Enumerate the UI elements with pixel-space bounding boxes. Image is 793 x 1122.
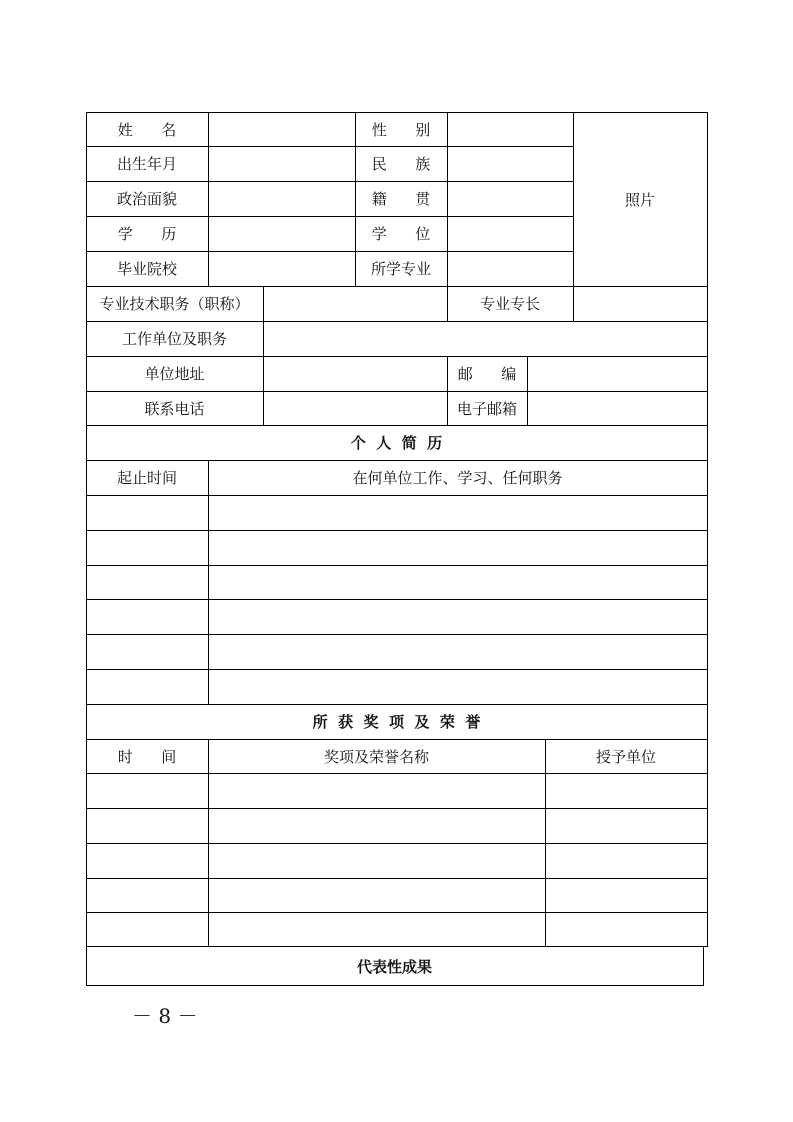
awards-section-title: 所 获 奖 项 及 荣 誉 — [312, 713, 481, 731]
school-label: 毕业院校 — [116, 260, 177, 278]
title-field[interactable] — [263, 286, 447, 321]
postcode-label: 邮 编 — [457, 365, 517, 383]
work-field[interactable] — [263, 321, 707, 356]
award-name-cell[interactable] — [208, 843, 545, 878]
native-field[interactable] — [447, 181, 573, 216]
resume-desc-cell[interactable] — [208, 634, 707, 669]
work-label: 工作单位及职务 — [121, 330, 227, 348]
resume-section-title: 个 人 简 历 — [350, 434, 443, 452]
award-unit-cell[interactable] — [545, 912, 707, 946]
rule — [703, 946, 704, 986]
native-label: 籍 贯 — [371, 190, 431, 208]
birth-field[interactable] — [208, 146, 355, 181]
political-label: 政治面貌 — [116, 190, 177, 208]
address-field[interactable] — [263, 356, 447, 391]
resume-desc-cell[interactable] — [208, 530, 707, 565]
awards-col-name: 奖项及荣誉名称 — [323, 747, 429, 766]
ethnic-label: 民 族 — [371, 155, 431, 173]
resume-desc-cell[interactable] — [208, 599, 707, 634]
resume-period-cell[interactable] — [86, 530, 208, 565]
email-field[interactable] — [527, 391, 707, 425]
resume-desc-cell[interactable] — [208, 495, 707, 530]
award-unit-cell[interactable] — [545, 773, 707, 808]
award-name-cell[interactable] — [208, 773, 545, 808]
degree-field[interactable] — [447, 216, 573, 251]
resume-period-cell[interactable] — [86, 495, 208, 530]
resume-col-desc: 在何单位工作、学习、任何职务 — [352, 469, 563, 487]
resume-desc-cell[interactable] — [208, 565, 707, 599]
ethnic-field[interactable] — [447, 146, 573, 181]
education-label: 学 历 — [117, 225, 177, 243]
award-time-cell[interactable] — [86, 843, 208, 878]
award-time-cell[interactable] — [86, 773, 208, 808]
title-label: 专业技术职务（职称） — [99, 295, 250, 313]
page-number: － 8 － — [132, 1004, 198, 1028]
rule — [707, 112, 708, 947]
award-name-cell[interactable] — [208, 878, 545, 912]
award-unit-cell[interactable] — [545, 808, 707, 843]
rule — [86, 985, 704, 986]
postcode-field[interactable] — [527, 356, 707, 391]
specialty-label: 专业专长 — [479, 295, 540, 313]
awards-col-time: 时 间 — [117, 747, 177, 766]
birth-label: 出生年月 — [116, 155, 177, 173]
political-field[interactable] — [208, 181, 355, 216]
education-field[interactable] — [208, 216, 355, 251]
email-label: 电子邮箱 — [456, 399, 517, 418]
gender-field[interactable] — [447, 112, 573, 147]
phone-label: 联系电话 — [144, 399, 205, 418]
address-label: 单位地址 — [144, 365, 205, 383]
gender-label: 性 别 — [371, 121, 431, 139]
photo-area[interactable]: 照片 — [624, 190, 655, 209]
award-time-cell[interactable] — [86, 808, 208, 843]
award-time-cell[interactable] — [86, 878, 208, 912]
resume-period-cell[interactable] — [86, 634, 208, 669]
resume-col-period: 起止时间 — [116, 469, 177, 487]
name-label: 姓 名 — [117, 121, 177, 139]
resume-period-cell[interactable] — [86, 599, 208, 634]
award-name-cell[interactable] — [208, 912, 545, 946]
awards-col-unit: 授予单位 — [595, 747, 656, 766]
name-field[interactable] — [208, 112, 355, 147]
resume-desc-cell[interactable] — [208, 669, 707, 704]
phone-field[interactable] — [263, 391, 447, 425]
award-time-cell[interactable] — [86, 912, 208, 946]
major-label: 所学专业 — [370, 260, 431, 278]
achievements-section-title: 代表性成果 — [356, 957, 432, 976]
award-unit-cell[interactable] — [545, 878, 707, 912]
award-unit-cell[interactable] — [545, 843, 707, 878]
specialty-field[interactable] — [573, 286, 707, 321]
major-field[interactable] — [447, 251, 573, 286]
resume-period-cell[interactable] — [86, 565, 208, 599]
school-field[interactable] — [208, 251, 355, 286]
award-name-cell[interactable] — [208, 808, 545, 843]
degree-label: 学 位 — [371, 225, 431, 243]
resume-period-cell[interactable] — [86, 669, 208, 704]
